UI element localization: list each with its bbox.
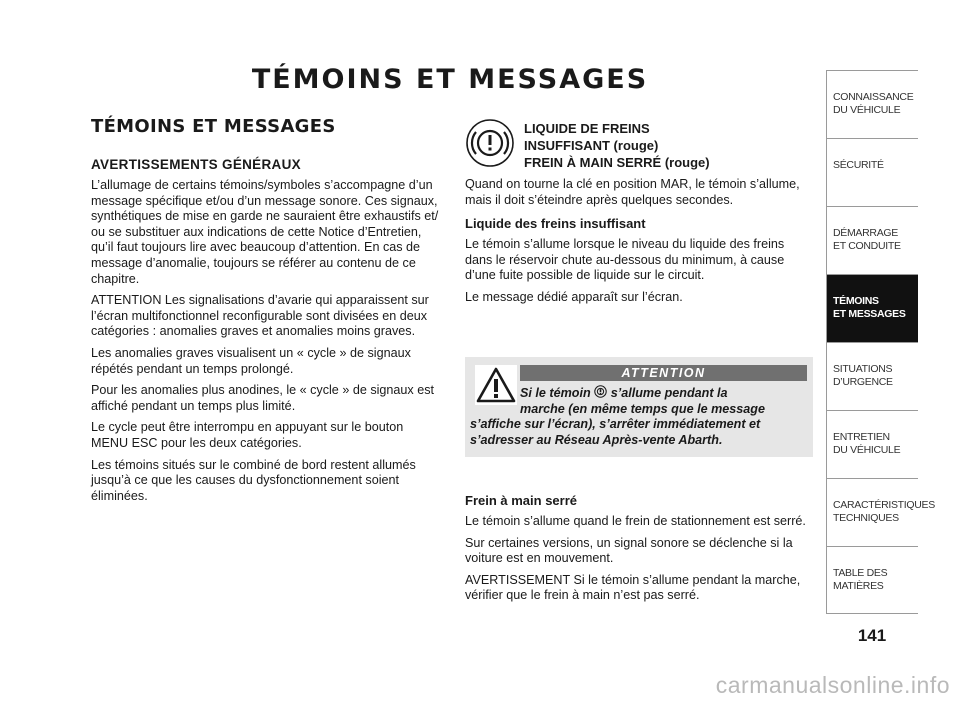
subheading-brake-fluid: Liquide des freins insuffisant bbox=[465, 216, 646, 232]
brake-warning-icon bbox=[465, 118, 515, 168]
page-header-title: TÉMOINS ET MESSAGES bbox=[251, 64, 649, 95]
attention-text bbox=[465, 385, 807, 448]
right-column-top bbox=[465, 118, 813, 312]
tab-label: ET CONDUITE bbox=[833, 239, 901, 252]
paragraph: ATTENTION Les signalisations d’avarie qui apparaissent sur l’écran multifonctionnel reconfigurable sont divisées en deux catégories : anomalies graves et anomalies moins graves. bbox=[91, 293, 429, 339]
paragraph: Le témoin s’allume quand le frein de stationnement est serré. bbox=[465, 514, 806, 528]
watermark: carmanualsonline.info bbox=[715, 672, 950, 698]
tab-label: CARACTÉRISTIQUES bbox=[833, 499, 935, 511]
attention-box bbox=[465, 357, 813, 457]
tab-label: SITUATIONS bbox=[833, 363, 893, 375]
paragraph: Les anomalies graves visualisent un « cycle » de signaux répétés pendant un temps prolongé. bbox=[91, 345, 411, 376]
attention-line-1 bbox=[465, 385, 807, 402]
tab-label: CONNAISSANCE bbox=[833, 91, 914, 103]
subheading-handbrake: Frein à main serré bbox=[465, 493, 577, 508]
tab-label: DÉMARRAGE bbox=[833, 227, 898, 239]
right-column-bottom bbox=[465, 493, 813, 610]
tab-demarrage-et-conduite[interactable] bbox=[826, 206, 918, 274]
tab-label: TÉMOINS bbox=[833, 295, 879, 307]
paragraph: Les témoins situés sur le combiné de bord restent allumés jusqu’à ce que les causes du dysfonctionnement soient éliminées. bbox=[91, 457, 416, 503]
tab-securite[interactable] bbox=[826, 138, 918, 206]
brake-intro: Quand on tourne la clé en position MAR, le témoin s’allume, mais il doit s’éteindre après quelques secondes. bbox=[465, 177, 800, 207]
attention-line-rest: s’affiche sur l’écran), s’arrêter immédiatement et s’adresser au Réseau Après-vente Abarth. bbox=[470, 417, 761, 447]
brake-title-line: FREIN À MAIN SERRÉ (rouge) bbox=[524, 155, 710, 170]
attention-text-part: s’allume pendant la bbox=[610, 386, 728, 400]
attention-text-part: Si le témoin bbox=[520, 386, 591, 400]
tab-label: TECHNIQUES bbox=[833, 511, 899, 524]
tab-label: ENTRETIEN bbox=[833, 431, 890, 443]
paragraph: L’allumage de certains témoins/symboles s’accompagne d’un message spécifique et/ou d’un message sonore. Ces signaux, synthétiques de mise en garde ne sauraient être exhaustifs et/ ou se substituer aux indications de cette Notice d’Entretien, qu’il faut toujours lire avec beaucoup d’attention. En cas de message d’anomalie, toujours se référer au contenu de ce chapitre. bbox=[91, 178, 439, 286]
tab-situations-d-urgence[interactable] bbox=[826, 342, 918, 410]
tab-connaissance-du-vehicule[interactable] bbox=[826, 70, 918, 138]
section-title: TÉMOINS ET MESSAGES bbox=[91, 116, 336, 137]
brake-title-line: LIQUIDE DE FREINS bbox=[524, 121, 650, 136]
attention-label: ATTENTION bbox=[520, 365, 807, 381]
paragraph: AVERTISSEMENT Si le témoin s’allume pendant la marche, vérifier que le frein à main n’est pas serré. bbox=[465, 572, 801, 603]
paragraph: Le cycle peut être interrompu en appuyant sur le bouton MENU ESC pour les deux catégories. bbox=[91, 420, 404, 450]
chapter-tabs bbox=[826, 70, 935, 614]
attention-line-2: marche (en même temps que le message bbox=[520, 401, 765, 416]
page-number: 141 bbox=[857, 626, 887, 645]
tab-temoins-et-messages[interactable] bbox=[826, 274, 918, 342]
tab-table-des-matieres[interactable] bbox=[826, 546, 918, 614]
tab-label: SÉCURITÉ bbox=[833, 159, 884, 171]
brake-warning-title bbox=[524, 118, 710, 171]
tab-entretien-du-vehicule[interactable] bbox=[826, 410, 918, 478]
paragraph: Le témoin s’allume lorsque le niveau du liquide des freins dans le réservoir chute au-dessous du minimum, à cause d’une fuite possible de liquide sur le circuit. bbox=[465, 237, 785, 283]
left-column bbox=[91, 116, 441, 510]
tab-label: ET MESSAGES bbox=[833, 307, 906, 320]
tab-label: D’URGENCE bbox=[833, 375, 893, 388]
tab-label: DU VÉHICULE bbox=[833, 443, 901, 456]
tab-caracteristiques-techniques[interactable] bbox=[826, 478, 935, 546]
brake-warning-header bbox=[465, 118, 813, 171]
brake-title-line: INSUFFISANT (rouge) bbox=[524, 138, 659, 153]
tab-label: TABLE DES bbox=[833, 567, 888, 579]
tab-label: DU VÉHICULE bbox=[833, 103, 901, 116]
brake-warning-icon bbox=[594, 385, 607, 398]
tab-label: MATIÈRES bbox=[833, 579, 884, 592]
paragraph: Pour les anomalies plus anodines, le « cycle » de signaux est affiché pendant un temps plus limité. bbox=[91, 383, 435, 413]
subheading-general-warnings: AVERTISSEMENTS GÉNÉRAUX bbox=[91, 157, 301, 172]
paragraph: Sur certaines versions, un signal sonore se déclenche si la voiture est en mouvement. bbox=[465, 535, 793, 566]
paragraph: Le message dédié apparaît sur l’écran. bbox=[465, 289, 683, 304]
